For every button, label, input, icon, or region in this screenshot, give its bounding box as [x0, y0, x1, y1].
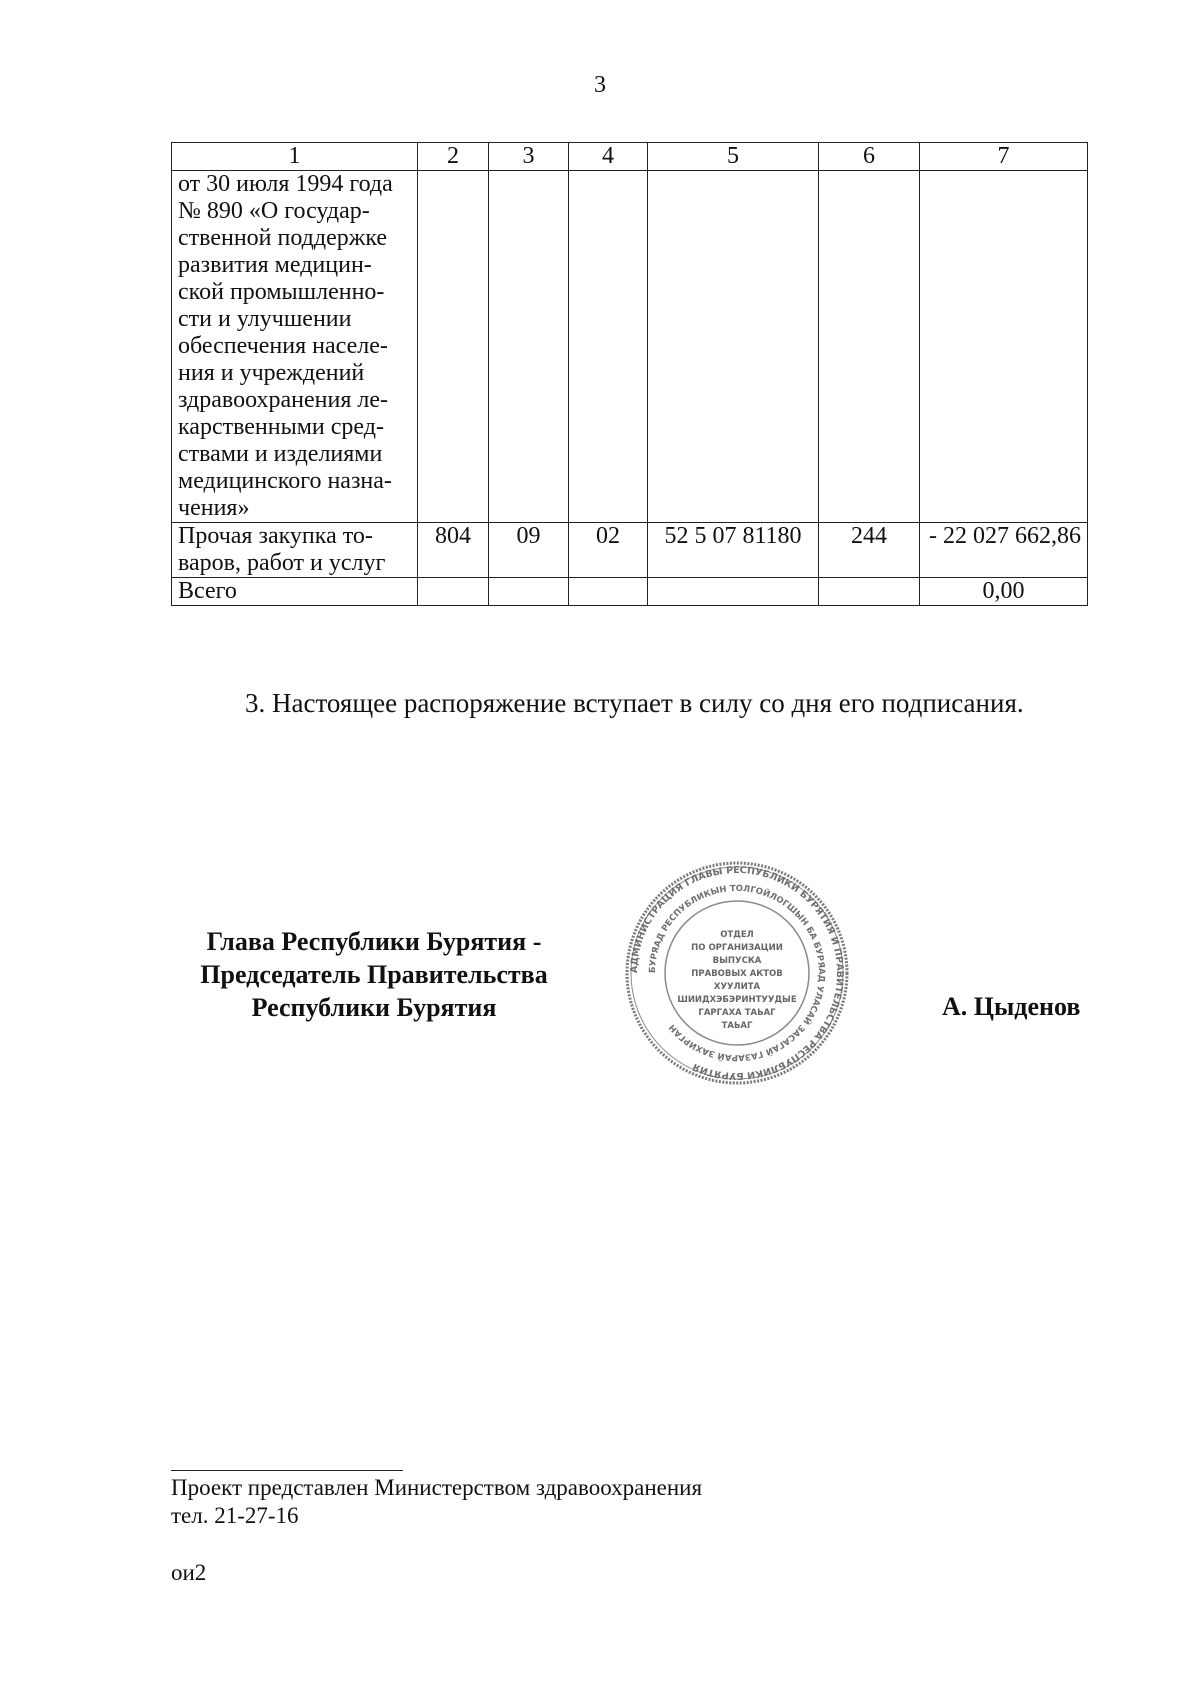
official-stamp [622, 858, 852, 1088]
cell-code-2 [418, 171, 489, 523]
cell-code-6 [819, 578, 920, 606]
signer-title-line: Глава Республики Бурятия - [206, 927, 542, 956]
cell-amount: - 22 027 662,86 [920, 523, 1088, 578]
footnote [171, 1474, 702, 1530]
cell-code-4: 02 [569, 523, 648, 578]
stamp-center-line: ВЫПУСКА [712, 956, 762, 966]
cell-amount [920, 171, 1088, 523]
row-description [172, 523, 418, 578]
page-number: 3 [594, 72, 606, 98]
stamp-outer-text: АДМИНИСТРАЦИЯ ГЛАВЫ РЕСПУБЛИКИ БУРЯТИЯ И ПРАВИТЕЛЬСТВА РЕСПУБЛИКИ БУРЯТИЯ [628, 864, 846, 1082]
description-line: чения» [178, 495, 250, 521]
footnote-phone: тел. 21-27-16 [171, 1503, 299, 1528]
stamp-center-line: ХУУЛИТА [713, 982, 761, 992]
row-description [172, 578, 418, 606]
column-header: 3 [489, 143, 569, 171]
description-line: обеспечения населе- [178, 333, 388, 359]
description-line: медицинского назна- [178, 468, 392, 494]
budget-table [171, 142, 1088, 606]
signer-title-line: Председатель Правительства [200, 960, 548, 989]
document-code: ои2 [171, 1560, 207, 1585]
table-row [172, 523, 1088, 578]
clause-effective-date: 3. Настоящее распоряжение вступает в силу со дня его подписания. [245, 688, 1024, 718]
cell-amount-total: 0,00 [920, 578, 1088, 606]
footnote-divider [171, 1470, 403, 1471]
cell-code-4 [569, 578, 648, 606]
stamp-inner-text: БУРЯАД РЕСПУБЛИКЫН ТОЛГОЙЛОГШЫН БА БУРЯАД УЛАСАЙ ЗАСАГАЙ ГАЗАРАЙ ЗАХИРГАН [647, 883, 827, 1063]
cell-code-5: 52 5 07 81180 [648, 523, 819, 578]
cell-code-4 [569, 171, 648, 523]
stamp-center-line: ОТДЕЛ [720, 930, 754, 940]
description-line: ния и учреждений [178, 360, 365, 386]
description-line: развития медицин- [178, 252, 372, 278]
description-line: от 30 июля 1994 года [178, 171, 393, 197]
cell-code-6: 244 [819, 523, 920, 578]
cell-code-5 [648, 578, 819, 606]
description-line: Всего [178, 578, 237, 604]
column-header: 4 [569, 143, 648, 171]
description-line: карственными сред- [178, 414, 384, 440]
column-header: 6 [819, 143, 920, 171]
column-header: 2 [418, 143, 489, 171]
stamp-center-line: ПО ОРГАНИЗАЦИИ [691, 943, 783, 953]
cell-code-2: 804 [418, 523, 489, 578]
cell-code-3 [489, 171, 569, 523]
description-line: Прочая закупка то- [178, 523, 373, 549]
column-header: 1 [172, 143, 418, 171]
description-line: ственной поддержке [178, 225, 388, 251]
description-line: ской промышленно- [178, 279, 385, 305]
row-description [172, 171, 418, 523]
table-row-total [172, 578, 1088, 606]
description-line: № 890 «О государ- [178, 198, 370, 224]
description-line: варов, работ и услуг [178, 550, 386, 576]
description-line: ствами и изделиями [178, 441, 383, 467]
table-row [172, 171, 1088, 523]
cell-code-2 [418, 578, 489, 606]
cell-code-3 [489, 578, 569, 606]
column-header: 5 [648, 143, 819, 171]
stamp-center-line: ПРАВОВЫХ АКТОВ [691, 969, 783, 979]
stamp-center-line: ГАРГАХА ТАЬАГ [698, 1008, 776, 1018]
cell-code-3: 09 [489, 523, 569, 578]
cell-code-5 [648, 171, 819, 523]
description-line: здравоохранения ле- [178, 387, 388, 413]
description-line: сти и улучшении [178, 306, 352, 332]
signer-name: А. Цыденов [942, 992, 1081, 1021]
cell-code-6 [819, 171, 920, 523]
footnote-submitted-by: Проект представлен Министерством здравоохранения [171, 1475, 703, 1500]
signer-title [160, 925, 588, 1024]
signer-title-line: Республики Бурятия [251, 993, 497, 1022]
stamp-center-line: ШИИДХЭБЭРИНТУУДЫЕ [677, 995, 797, 1005]
stamp-center-line: ТАЬАГ [721, 1021, 753, 1031]
column-header: 7 [920, 143, 1088, 171]
table-header-row [172, 143, 1088, 171]
